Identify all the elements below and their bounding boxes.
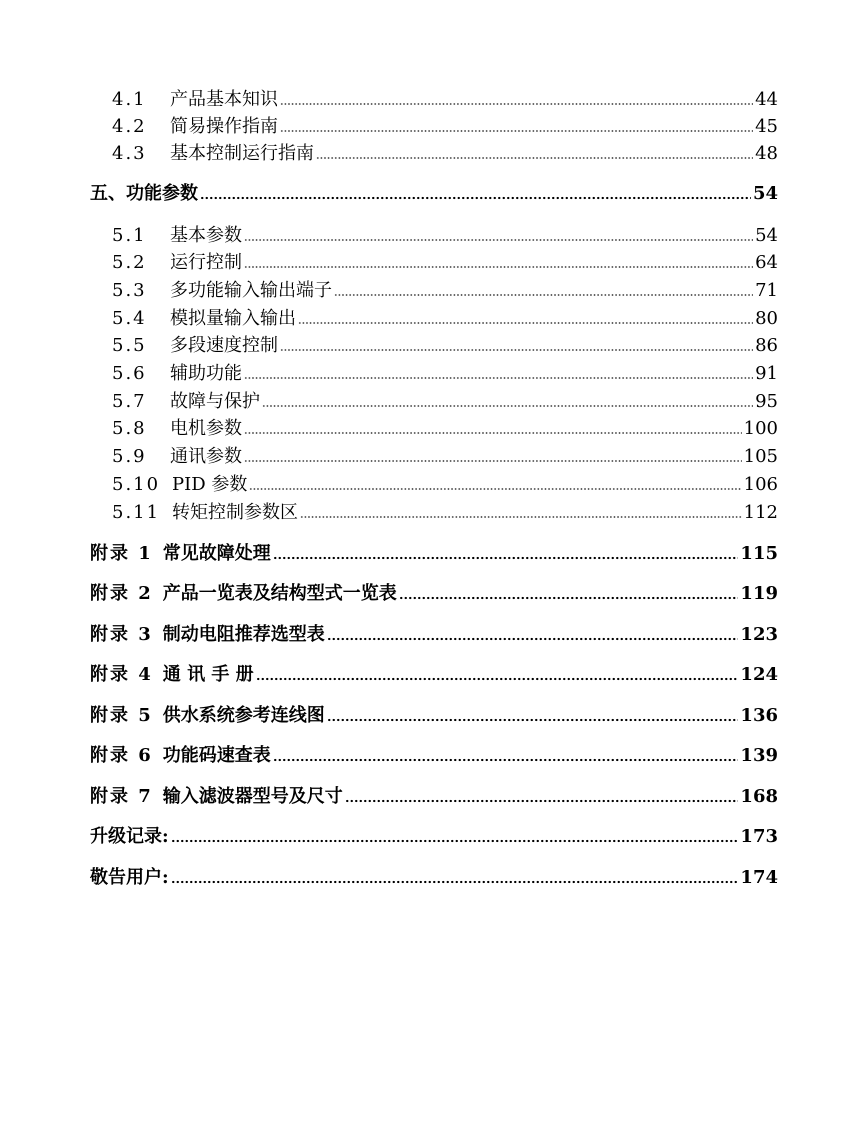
toc-entry-number: 4.2 [112,116,147,137]
toc-entry-title: 故障与保护 [170,391,260,412]
toc-entry-number: 5.1 [112,225,147,246]
toc-entry[interactable] [112,359,778,385]
toc-entry-page: 168 [740,786,778,807]
toc-entry-title: 功能码速查表 [162,745,271,766]
toc-entry-title: 输入滤波器型号及尺寸 [162,786,343,807]
toc-entry-title: 转矩控制参数区 [172,502,298,523]
dot-leader [280,348,753,352]
toc-entry-title: 制动电阻推荐选型表 [162,624,325,645]
toc-entry-page: 100 [743,418,778,439]
toc-entry-number: 附录 7 [90,786,153,807]
toc-entry-number: 5.3 [112,280,147,301]
toc-entry-number: 附录 6 [90,745,153,766]
toc-entry[interactable] [112,248,778,274]
toc-entry-number: 附录 4 [90,664,153,685]
toc-entry-appendix[interactable] [90,701,778,727]
toc-entry-page: 106 [743,474,778,495]
dot-leader [327,637,739,641]
toc-entry-title: 多段速度控制 [170,335,278,356]
dot-leader [280,129,753,133]
toc-entry[interactable] [112,276,778,302]
toc-entry-title: 升级记录: [90,826,169,847]
toc-entry-title: 辅助功能 [170,363,242,384]
toc-entry[interactable] [112,331,778,357]
dot-leader [327,718,739,722]
toc-entry-number: 5.6 [112,363,147,384]
toc-entry-number: 附录 2 [90,583,153,604]
toc-entry-page: 139 [740,745,778,766]
toc-entry-upgrade-log[interactable] [90,822,778,848]
toc-entry-number: 附录 3 [90,624,153,645]
toc-entry[interactable] [112,221,778,247]
toc-entry-number: 5.4 [112,308,147,329]
toc-entry[interactable] [112,470,778,496]
dot-leader [244,431,742,435]
toc-entry-page: 54 [755,225,778,246]
toc-entry[interactable] [112,139,778,165]
toc-entry-title: 多功能输入输出端子 [170,280,332,301]
toc-entry-title: 敬告用户: [90,867,169,888]
dot-leader [244,265,753,269]
toc-entry-number: 5.8 [112,418,147,439]
dot-leader [334,293,753,297]
toc-entry-chapter[interactable] [90,179,778,205]
toc-entry-page: 115 [740,543,778,564]
toc-entry[interactable] [112,112,778,138]
toc-entry-page: 71 [755,280,778,301]
toc-entry-page: 105 [743,446,778,467]
toc-entry-title: 模拟量输入输出 [170,308,296,329]
dot-leader [399,596,739,600]
toc-entry[interactable] [112,85,778,111]
toc-entry-page: 124 [740,664,778,685]
toc-entry-number: 5.7 [112,391,147,412]
toc-entry-appendix[interactable] [90,782,778,808]
dot-leader [249,487,741,491]
toc-entry-title: 基本控制运行指南 [170,143,314,164]
toc-entry-appendix[interactable] [90,579,778,605]
toc-entry-appendix[interactable] [90,539,778,565]
dot-leader [200,196,751,200]
toc-entry-page: 45 [755,116,778,137]
toc-entry-title: 简易操作指南 [170,116,278,137]
toc-entry-title: 五、功能参数 [90,183,198,204]
dot-leader [244,238,753,242]
dot-leader [280,102,753,106]
toc-entry-page: 44 [755,89,778,110]
toc-entry-page: 91 [755,363,778,384]
toc-entry-title: 通讯参数 [170,446,242,467]
dot-leader [171,880,739,884]
toc-entry-title: PID 参数 [172,474,248,495]
toc-entry-title: 运行控制 [170,252,242,273]
toc-entry-page: 136 [740,705,778,726]
toc-entry-title: 常见故障处理 [162,543,271,564]
toc-entry-page: 54 [752,183,778,204]
toc-entry-page: 119 [740,583,778,604]
toc-entry-number: 4.1 [112,89,147,110]
toc-entry-page: 123 [740,624,778,645]
toc-entry-page: 86 [755,335,778,356]
toc-entry-title: 产品基本知识 [170,89,278,110]
dot-leader [256,677,739,681]
toc-entry-number: 5.5 [112,335,147,356]
toc-entry-number: 4.3 [112,143,147,164]
toc-entry-page: 48 [755,143,778,164]
toc-entry[interactable] [112,304,778,330]
dot-leader [262,404,753,408]
toc-entry-title: 产品一览表及结构型式一览表 [162,583,397,604]
dot-leader [171,839,739,843]
toc-entry[interactable] [112,498,778,524]
toc-entry-appendix[interactable] [90,741,778,767]
toc-entry-page: 95 [755,391,778,412]
toc-entry-number: 5.2 [112,252,147,273]
dot-leader [273,556,739,560]
toc-entry-title: 电机参数 [170,418,242,439]
dot-leader [244,459,742,463]
dot-leader [298,321,753,325]
toc-entry-appendix[interactable] [90,660,778,686]
toc-entry-title: 供水系统参考连线图 [162,705,325,726]
toc-entry-page: 174 [740,867,778,888]
toc-entry-title: 通 讯 手 册 [162,664,254,685]
dot-leader [345,799,739,803]
toc-entry[interactable] [112,442,778,468]
toc-entry-number: 附录 5 [90,705,153,726]
toc-entry-number: 5.10 [112,474,161,495]
dot-leader [300,515,742,519]
toc-entry-page: 112 [743,502,778,523]
toc-entry-number: 5.9 [112,446,147,467]
toc-entry-number: 5.11 [112,502,161,523]
toc-entry-page: 80 [755,308,778,329]
toc-entry-appendix[interactable] [90,620,778,646]
dot-leader [244,376,753,380]
toc-entry-page: 173 [740,826,778,847]
toc-entry[interactable] [112,414,778,440]
toc-entry-page: 64 [755,252,778,273]
dot-leader [273,758,739,762]
toc-entry-title: 基本参数 [170,225,242,246]
toc-entry-user-notice[interactable] [90,863,778,889]
dot-leader [316,156,753,160]
toc-entry-number: 附录 1 [90,543,153,564]
toc-entry[interactable] [112,387,778,413]
